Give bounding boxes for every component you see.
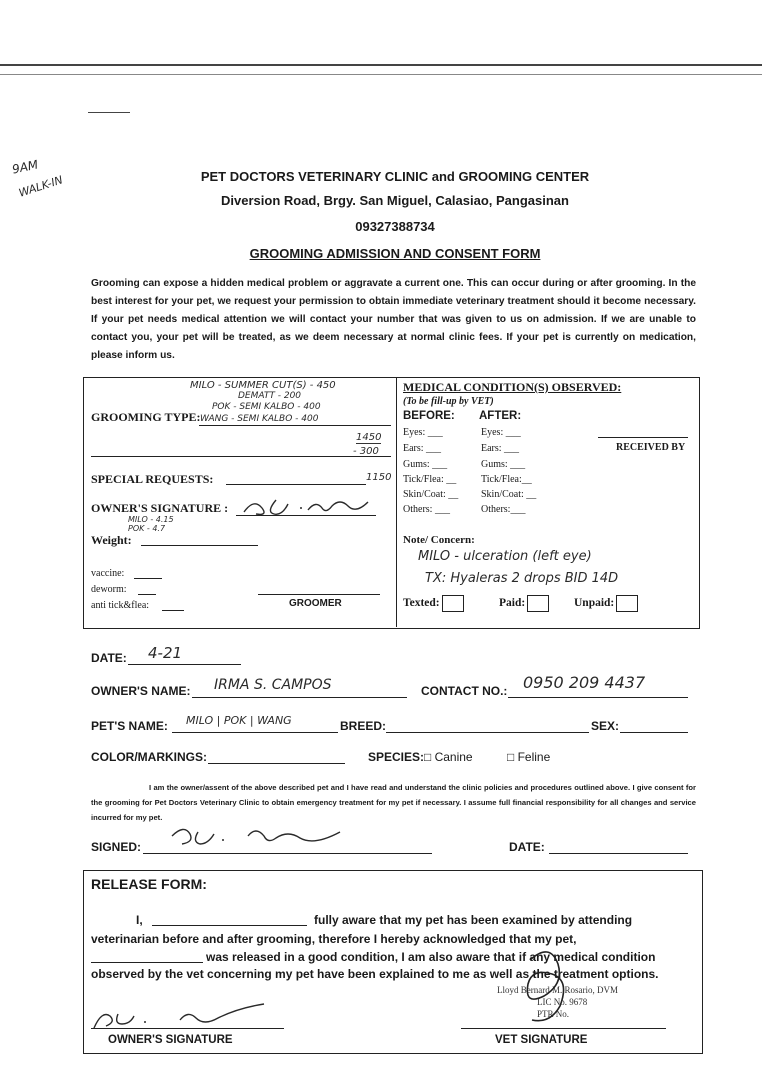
grooming-type-label: GROOMING TYPE:	[91, 410, 201, 424]
clinic-phone: 09327388734	[355, 219, 435, 234]
vet-stamp-license: LIC No. 9678	[537, 997, 588, 1007]
margin-note-walkin: WALK-IN	[17, 173, 65, 200]
texted-checkbox[interactable]	[442, 595, 464, 612]
medical-subtitle: (To be fill-up by VET)	[403, 396, 494, 407]
breed-line	[386, 732, 589, 733]
grooming-hand-1: MILO - SUMMER CUT(S) - 450	[190, 380, 336, 391]
date-line	[128, 664, 241, 665]
groomer-line	[258, 594, 380, 595]
pet-name-line	[172, 732, 338, 733]
before-ears: Ears: ___	[403, 443, 442, 454]
owner-name-line	[192, 697, 407, 698]
weight-label: Weight:	[91, 533, 132, 547]
grooming-hand-3: POK - SEMI KALBO - 400	[212, 402, 321, 412]
vet-stamp-ptr: PTR No.	[537, 1009, 570, 1019]
after-skincoat: Skin/Coat: __	[481, 489, 537, 500]
sex-line	[620, 732, 688, 733]
vet-signature-mark	[500, 940, 590, 1030]
note-label: Note/ Concern:	[403, 534, 475, 546]
box-divider	[396, 377, 397, 627]
medical-title: MEDICAL CONDITION(S) OBSERVED:	[403, 380, 622, 394]
owner-name-label: OWNER'S NAME:	[91, 684, 191, 698]
release-title: RELEASE FORM:	[91, 876, 207, 892]
antitick-label: anti tick&flea:	[91, 600, 150, 611]
owner-name-value: IRMA S. CAMPOS	[214, 677, 332, 693]
grooming-type-line	[199, 425, 391, 426]
weight-note-2: POK - 4.7	[128, 524, 166, 533]
signed-line	[143, 853, 432, 854]
paid-checkbox[interactable]	[527, 595, 549, 612]
texted-field[interactable]	[403, 595, 464, 612]
special-requests-label: SPECIAL REQUESTS:	[91, 472, 214, 486]
special-requests-line	[226, 484, 366, 485]
after-gums: Gums: ___	[481, 459, 526, 470]
margin-note-time: 9AM	[10, 157, 40, 177]
release-line-1: fully aware that my pet has been examined by attending	[314, 913, 633, 927]
form-title: GROOMING ADMISSION AND CONSENT FORM	[249, 246, 541, 261]
contact-value: 0950 209 4437	[523, 673, 646, 692]
signed-signature-mark	[164, 822, 354, 856]
release-line-2: veterinarian before and after grooming, therefore I hereby acknowledged that my pet,	[91, 932, 577, 946]
before-skincoat: Skin/Coat: __	[403, 489, 459, 500]
owner-signature-mark	[236, 494, 386, 522]
feline-option[interactable]: □ Feline	[507, 750, 551, 764]
vet-stamp-name: Lloyd Bernard M. Rosario, DVM	[497, 985, 618, 995]
pet-name-value: MILO | POK | WANG	[186, 714, 292, 727]
vaccine-line	[134, 578, 162, 579]
signed-date-line	[549, 853, 688, 854]
owner-release-sig-label: OWNER'S SIGNATURE	[108, 1034, 233, 1046]
grooming-hand-2: DEMATT - 200	[238, 391, 302, 401]
after-others: Others:___	[481, 504, 526, 515]
release-line-3: was released in a good condition, I am also aware that if any medical condition	[206, 950, 656, 964]
sex-label: SEX:	[591, 719, 620, 733]
color-label: COLOR/MARKINGS:	[91, 750, 207, 764]
consent-paragraph: I am the owner/assent of the above described pet and I have read and understand the clinic policies and procedures outlined above. I give consent for the grooming for Pet Doctors Veterinary Clinic to obtain emergency treatment for my pet if necessary. I assume full financial responsibility for all changes and service incurred for my pet.	[91, 783, 696, 822]
total-3: 1150	[366, 472, 392, 483]
signed-label: SIGNED:	[91, 840, 142, 854]
before-tickflea: Tick/Flea: __	[403, 474, 457, 485]
weight-line	[141, 545, 258, 546]
unpaid-field[interactable]	[574, 595, 638, 612]
unpaid-label: Unpaid:	[574, 597, 615, 610]
pet-name-label: PET'S NAME:	[91, 719, 168, 733]
owner-signature-line	[236, 515, 376, 516]
vaccine-label: vaccine:	[91, 568, 125, 579]
after-eyes: Eyes: ___	[481, 427, 521, 438]
scan-edge	[0, 64, 762, 75]
canine-option[interactable]: □ Canine	[424, 750, 473, 764]
paid-label: Paid:	[499, 597, 526, 610]
before-gums: Gums: ___	[403, 459, 448, 470]
note-line-2: TX: Hyaleras 2 drops BID 14D	[425, 571, 619, 586]
release-name-line	[152, 925, 307, 926]
owner-release-sig-line	[91, 1028, 284, 1029]
note-line-1: MILO - ulceration (left eye)	[418, 549, 592, 564]
clinic-name: PET DOCTORS VETERINARY CLINIC and GROOMING CENTER	[200, 169, 590, 184]
date-label: DATE:	[91, 651, 127, 665]
release-line-4: observed by the vet concerning my pet have been explained to me as well as the treatment options.	[91, 967, 659, 981]
before-eyes: Eyes: ___	[403, 427, 443, 438]
grooming-hand-4: WANG - SEMI KALBO - 400	[200, 414, 319, 424]
owner-signature-label: OWNER'S SIGNATURE :	[91, 501, 229, 515]
unpaid-checkbox[interactable]	[616, 595, 638, 612]
after-ears: Ears: ___	[481, 443, 520, 454]
deworm-label: deworm:	[91, 584, 127, 595]
antitick-line	[162, 610, 184, 611]
texted-label: Texted:	[403, 597, 440, 610]
release-i: I,	[136, 913, 143, 927]
received-by-label: RECEIVED BY	[616, 442, 686, 453]
grooming-line-2	[91, 456, 391, 457]
received-by-line	[598, 437, 688, 438]
before-others: Others: ___	[403, 504, 450, 515]
release-pet-line	[91, 962, 203, 963]
signed-date-label: DATE:	[509, 840, 545, 854]
contact-label: CONTACT NO.:	[421, 684, 508, 698]
color-line	[208, 763, 345, 764]
before-label: BEFORE:	[403, 410, 455, 422]
after-label: AFTER:	[479, 410, 522, 422]
weight-note-1: MILO - 4.15	[128, 515, 174, 524]
clinic-address: Diversion Road, Brgy. San Miguel, Calasiao, Pangasinan	[221, 193, 569, 208]
contact-line	[508, 697, 688, 698]
date-value: 4-21	[148, 644, 183, 662]
groomer-label: GROOMER	[289, 598, 342, 609]
vet-sig-line	[461, 1028, 666, 1029]
after-tickflea: Tick/Flea:__	[481, 474, 532, 485]
species-label: SPECIES:	[368, 750, 425, 764]
breed-label: BREED:	[340, 719, 387, 733]
vet-sig-label: VET SIGNATURE	[495, 1034, 588, 1046]
paid-field[interactable]	[499, 595, 549, 612]
scan-stroke	[88, 112, 130, 113]
deworm-line	[138, 594, 156, 595]
total-1: 1450	[356, 432, 382, 443]
total-2: - 300	[353, 446, 379, 457]
intro-paragraph: Grooming can expose a hidden medical problem or aggravate a current one. This can occur during or after grooming. In the best interest for your pet, we request your permission to obtain immediate veterinary treatment should it become necessary. If your pet needs medical attention we will contact your number that was given to us on admission. If we are unable to contact you, your pet will be treated, as we deem necessary at normal clinic fees. If your pet is currently on medication, please inform us.	[91, 278, 696, 361]
